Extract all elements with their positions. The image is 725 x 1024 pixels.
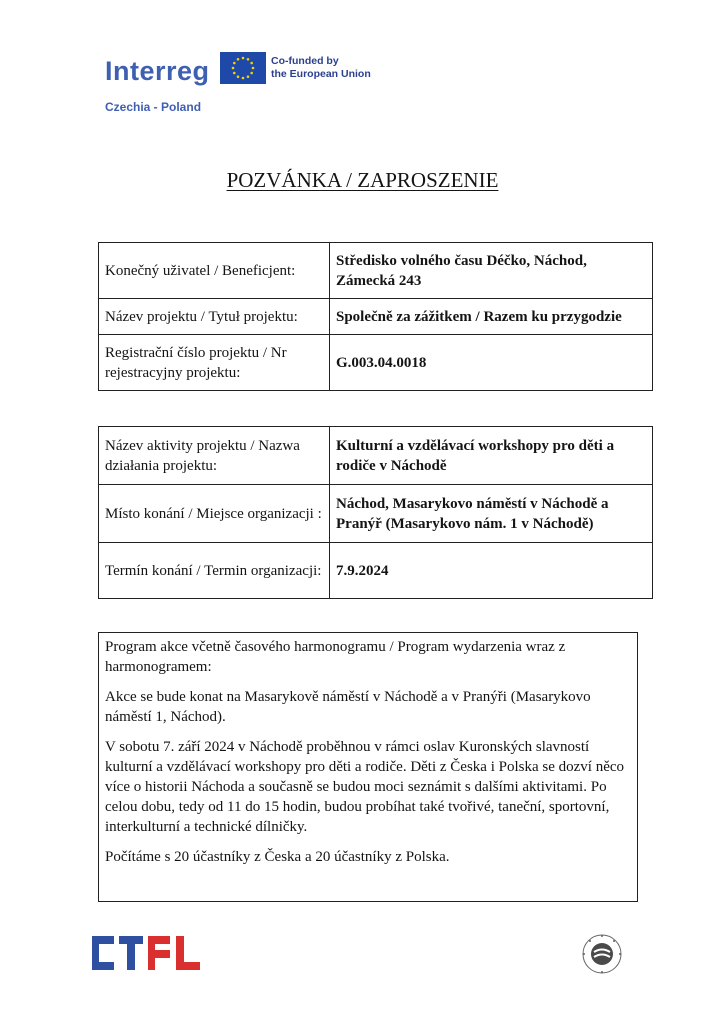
cz-pl-logo — [92, 936, 210, 975]
activity-name-label: Název aktivity projektu / Nazwa działania projektu: — [99, 427, 330, 485]
table-row — [99, 427, 653, 485]
table-row — [99, 243, 653, 299]
eu-flag-icon — [220, 52, 266, 84]
page-title: POZVÁNKA / ZAPROSZENIE — [226, 168, 499, 192]
project-name-label: Název projektu / Tytuł projektu: — [99, 299, 330, 335]
activity-name-value: Kulturní a vzdělávací workshopy pro děti a rodiče v Náchodě — [330, 427, 653, 485]
registration-number-label: Registrační číslo projektu / Nr rejestracyjny projektu: — [99, 335, 330, 391]
table-row — [99, 335, 653, 391]
program-region: Czechia - Poland — [105, 100, 202, 114]
activity-info-table — [98, 426, 653, 599]
euroregion-glacensis-logo — [581, 933, 623, 980]
venue-label: Místo konání / Miejsce organizacji : — [99, 485, 330, 543]
project-info-table — [98, 242, 653, 391]
project-name-value: Společně za zážitkem / Razem ku przygodzie — [330, 299, 653, 335]
program-paragraph: Počítáme s 20 účastníky z Česka a 20 účastníky z Polska. — [105, 849, 450, 865]
date-value: 7.9.2024 — [330, 543, 653, 599]
table-row — [99, 543, 653, 599]
beneficiary-label: Konečný uživatel / Beneficjent: — [99, 243, 330, 299]
registration-number-value: G.003.04.0018 — [330, 335, 653, 391]
date-label: Termín konání / Termin organizacji: — [99, 543, 330, 599]
program-box — [98, 632, 638, 902]
program-paragraph: V sobotu 7. září 2024 v Náchodě proběhnou v rámci oslav Kuronských slavností kulturní a vzdělávací workshopy pro děti a rodiče. Děti z Česka i Polska se dozví něco více o historii Náchoda a současně se budou moci seznámit s dalšími aktivitami. Po celou dobu, tedy od 11 do 15 hodin, budou probíhat také tvořivé, taneční, sportovní, interkulturní a technické dílničky. — [105, 739, 625, 835]
cofunded-text: Co-funded by the European Union — [271, 55, 371, 80]
beneficiary-value: Středisko volného času Déčko, Náchod, Zámecká 243 — [330, 243, 653, 299]
table-row — [99, 485, 653, 543]
venue-value: Náchod, Masarykovo náměstí v Náchodě a Pranýř (Masarykovo nám. 1 v Náchodě) — [330, 485, 653, 543]
program-paragraph: Akce se bude konat na Masarykově náměstí v Náchodě a v Pranýři (Masarykovo náměstí 1, Náchod). — [105, 689, 591, 725]
interreg-logo: Interreg — [105, 56, 210, 86]
program-heading: Program akce včetně časového harmonogramu / Program wydarzenia wraz z harmonogramem: — [105, 639, 566, 675]
table-row — [99, 299, 653, 335]
